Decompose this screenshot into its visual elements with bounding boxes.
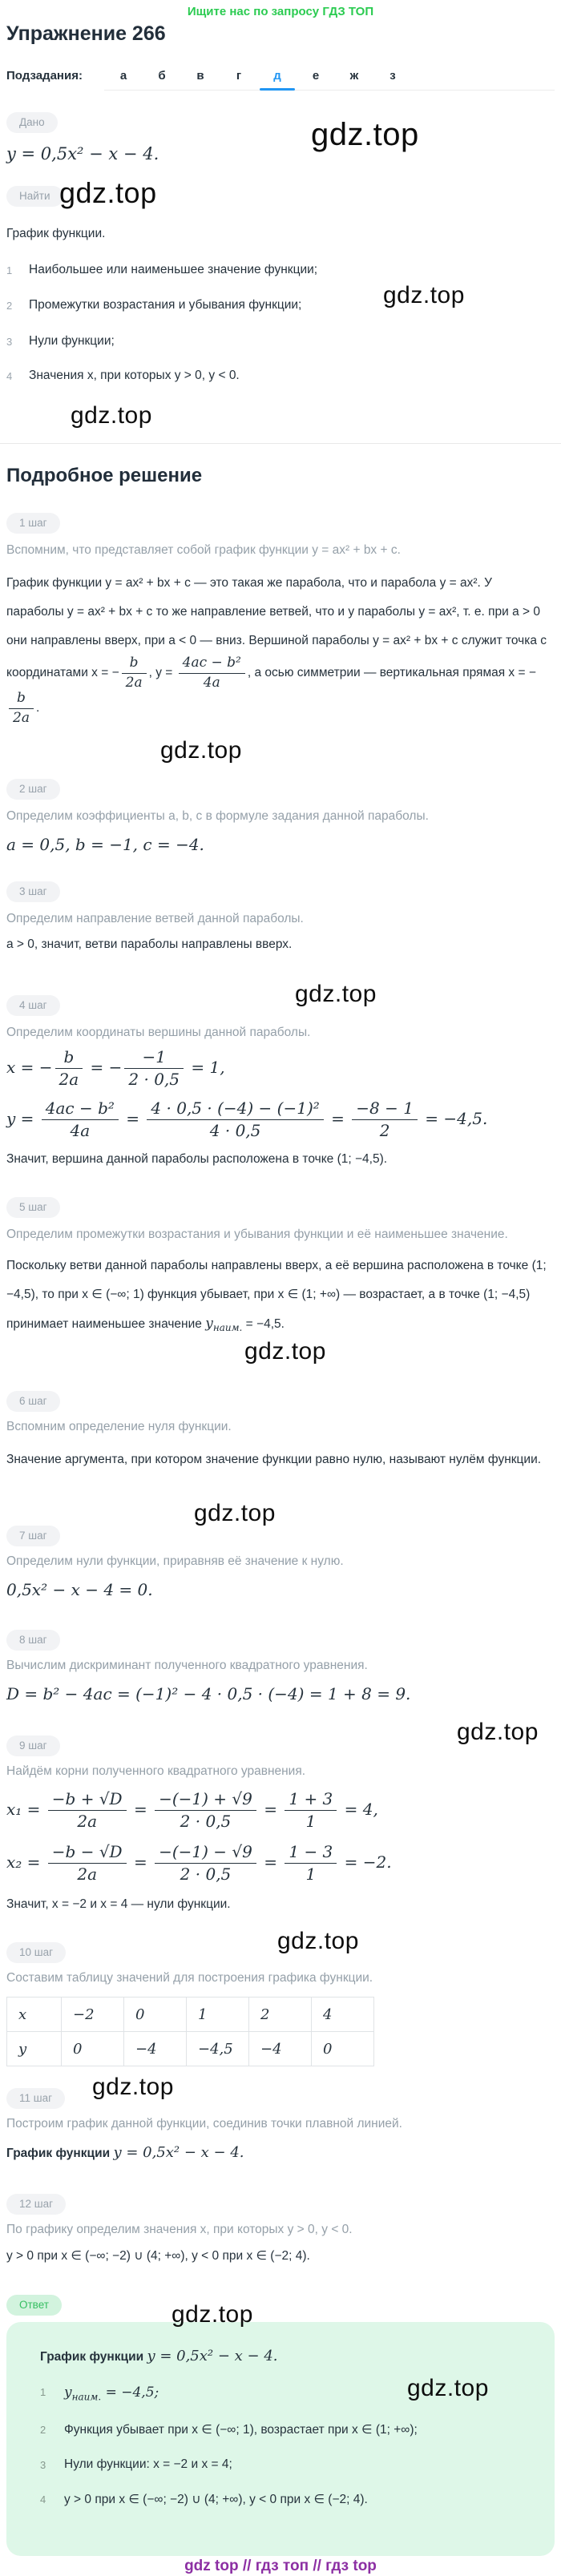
step-badge: 5 шаг: [6, 1197, 60, 1218]
fraction: [285, 1790, 337, 1831]
table-cell: x: [7, 1998, 62, 2032]
fraction-numerator: b: [9, 691, 34, 709]
find-intro: График функции.: [6, 227, 106, 240]
table-cell: y: [7, 2032, 62, 2066]
fraction-numerator: −(−1) + √9: [155, 1790, 256, 1811]
table-cell: −4: [124, 2032, 187, 2066]
answer-item: [40, 2492, 535, 2507]
step-badge: 3 шаг: [6, 881, 60, 902]
values-table: [6, 1997, 374, 2066]
list-number: 1: [6, 264, 13, 276]
fraction-numerator: −8 − 1: [352, 1099, 418, 1120]
table-cell: −2: [62, 1998, 124, 2032]
step-intro: Определим направление ветвей данной параболы.: [6, 912, 304, 925]
step-intro: По графику определим значения x, при которых y > 0, y < 0.: [6, 2223, 353, 2236]
find-item: [6, 298, 301, 312]
table-cell: 0: [312, 2032, 374, 2066]
fraction-numerator: −b + √D: [48, 1790, 127, 1811]
list-text: Значения x, при которых y > 0, y < 0.: [29, 369, 240, 382]
text-segment: = −4,5;: [101, 2385, 159, 2401]
table-cell: 2: [249, 1998, 312, 2032]
answer-text: y > 0 при x ∈ (−∞; −2) ∪ (4; +∞), y < 0 при x ∈ (−2; 4).: [64, 2493, 368, 2507]
find-item: [6, 263, 317, 277]
watermark: gdz.top: [277, 1928, 359, 1954]
step-intro: Построим график данной функции, соединив точки плавной линией.: [6, 2117, 402, 2131]
fraction-numerator: b: [122, 655, 147, 674]
step-badge: 11 шаг: [6, 2088, 65, 2109]
fraction-denominator: 2a: [125, 674, 143, 691]
fraction: [285, 1843, 337, 1884]
footer-links[interactable]: gdz top // гдз топ // гдз top: [184, 2558, 377, 2574]
list-number: 1: [40, 2386, 46, 2398]
text-segment: График функции y = ax² + bx + c — это такая же парабола, что и парабола y = ax². У параболы y = ax² + bx + c то же направление ветвей, что и у параболы y = ax², т. е. при a > 0 они направлены вверх, при a < 0 — вниз. Вершиной параболы y = ax² + bx + c служит точка с координатами x = −: [6, 576, 547, 680]
eq-segment: =: [325, 1109, 350, 1128]
step-badge: 1 шаг: [6, 513, 60, 534]
watermark: gdz.top: [457, 1719, 539, 1745]
roots-eq-x2: [6, 1843, 392, 1884]
fraction-numerator: −1: [124, 1048, 184, 1069]
formula-segment: y = 0,5x² − x − 4.: [113, 2144, 244, 2161]
tabs-underline: [104, 90, 555, 91]
fraction: [147, 1099, 323, 1140]
answer-text: Нули функции: x = −2 и x = 4;: [64, 2457, 232, 2472]
step-badge: 7 шаг: [6, 1526, 60, 1546]
step-badge: 10 шаг: [6, 1942, 66, 1963]
step-result: Значит, вершина данной параболы расположена в точке (1; −4,5).: [6, 1152, 388, 1166]
table-cell: 0: [62, 2032, 124, 2066]
tab-b[interactable]: б: [158, 69, 166, 83]
eq-segment: x = −: [6, 1058, 53, 1077]
step-intro: Определим нули функции, приравняв её значение к нулю.: [6, 1554, 344, 1568]
fraction-numerator: 4ac − b²: [42, 1099, 119, 1120]
eq-segment: =: [258, 1852, 283, 1872]
table-cell: −4,5: [187, 2032, 249, 2066]
watermark: gdz.top: [407, 2375, 489, 2401]
fraction: [48, 1843, 127, 1884]
fraction-numerator: −(−1) − √9: [155, 1843, 256, 1864]
eq-segment: =: [128, 1800, 153, 1819]
tab-a[interactable]: а: [119, 69, 127, 83]
list-text: Промежутки возрастания и убывания функции;: [29, 298, 302, 312]
math-var: y: [64, 2385, 72, 2401]
tab-e[interactable]: е: [312, 69, 320, 83]
fraction: [155, 1790, 256, 1831]
answer-intro: [40, 2348, 535, 2364]
find-badge: Найти: [6, 186, 63, 207]
page-title: Упражнение 266: [6, 22, 166, 45]
list-text: Нули функции;: [29, 334, 115, 348]
fraction-denominator: 2a: [59, 1070, 79, 1089]
watermark: gdz.top: [311, 117, 419, 152]
fraction-numerator: 4ac − b²: [179, 655, 245, 674]
list-number: 4: [6, 370, 13, 382]
find-item: [6, 334, 115, 349]
list-number: 2: [40, 2424, 46, 2437]
eq-segment: = −4,5.: [419, 1109, 488, 1128]
step-intro: Составим таблицу значений для построения графика функции.: [6, 1971, 373, 1985]
vertex-eq-y: [6, 1099, 487, 1140]
fraction-denominator: 2: [379, 1121, 390, 1140]
fraction-denominator: 2a: [77, 1864, 98, 1884]
fraction: [122, 655, 147, 691]
step-math: a = 0,5, b = −1, c = −4.: [6, 835, 204, 854]
list-text: Наибольшее или наименьшее значение функции;: [29, 263, 318, 276]
table-row: [7, 2032, 374, 2066]
watermark: gdz.top: [244, 1338, 326, 1365]
list-number: 4: [40, 2493, 46, 2506]
fraction-numerator: −b − √D: [48, 1843, 127, 1864]
table-row: [7, 1998, 374, 2032]
step-result: Значит, x = −2 и x = 4 — нули функции.: [6, 1897, 231, 1911]
fraction-denominator: 4a: [70, 1121, 91, 1140]
fraction: [9, 691, 34, 726]
fraction-denominator: 4 · 0,5: [209, 1121, 261, 1140]
list-number: 2: [6, 300, 13, 312]
given-formula: y = 0,5x² − x − 4.: [6, 144, 159, 163]
eq-segment: =: [128, 1852, 153, 1872]
eq-segment: =: [120, 1109, 145, 1128]
watermark: gdz.top: [172, 2301, 253, 2328]
text-segment: , y =: [148, 666, 176, 680]
step-badge: 12 шаг: [6, 2194, 66, 2215]
formula-segment: y = 0,5x² − x − 4.: [147, 2348, 278, 2364]
table-cell: 0: [124, 1998, 187, 2032]
answer-text: Функция убывает при x ∈ (−∞; 1), возрастает при x ∈ (1; +∞);: [64, 2423, 418, 2437]
answer-text: [64, 2385, 159, 2402]
solution-title: Подробное решение: [6, 465, 203, 486]
eq-segment: =: [258, 1800, 283, 1819]
step-badge: 8 шаг: [6, 1630, 60, 1651]
step-paragraph: [6, 569, 550, 726]
subscript: наим.: [212, 1322, 243, 1334]
fraction-denominator: 1: [305, 1812, 317, 1831]
text-segment: График функции: [6, 2147, 114, 2160]
watermark: gdz.top: [160, 737, 242, 764]
roots-eq-x1: [6, 1790, 378, 1831]
step-text: Значение аргумента, при котором значение функции равно нулю, называют нулём функции.: [6, 1453, 542, 1466]
watermark: gdz.top: [383, 282, 465, 308]
watermark: gdz.top: [59, 176, 157, 209]
step-text: [6, 2144, 244, 2161]
eq-segment: = 4,: [339, 1800, 378, 1819]
watermark: gdz.top: [295, 981, 377, 1007]
find-item: [6, 369, 240, 383]
fraction: [55, 1048, 83, 1089]
subscript: наим.: [71, 2391, 102, 2403]
math-var: y: [205, 1316, 213, 1332]
fraction-numerator: b: [55, 1048, 83, 1069]
promo-link[interactable]: Ищите нас по запросу ГДЗ ТОП: [187, 5, 374, 18]
step-intro: Вспомним определение нуля функции.: [6, 1420, 232, 1433]
tab-g[interactable]: г: [236, 69, 242, 83]
text-segment: , а осью симметрии — вертикальная прямая x = −: [247, 666, 536, 680]
fraction-denominator: 2a: [77, 1812, 98, 1831]
step-math: y > 0 при x ∈ (−∞; −2) ∪ (4; +∞), y < 0 при x ∈ (−2; 4).: [6, 2249, 310, 2263]
fraction-denominator: 2 · 0,5: [128, 1070, 180, 1089]
fraction-numerator: 1 − 3: [285, 1843, 337, 1864]
step-text: a > 0, значит, ветви параболы направлены вверх.: [6, 937, 293, 951]
fraction-numerator: 1 + 3: [285, 1790, 337, 1811]
text-segment: Поскольку ветви данной параболы направлены вверх, а её вершина расположена в точке (1; −4,5), то при x ∈ (−∞; 1) функция убывает, при x ∈ (1; +∞) — возрастает, а в точке (1; −4,5) принимает наименьшее значение: [6, 1259, 547, 1331]
step-badge: 9 шаг: [6, 1735, 60, 1756]
answer-item: [40, 2422, 535, 2437]
fraction: [179, 655, 245, 691]
table-cell: 1: [187, 1998, 249, 2032]
tab-d-active[interactable]: д: [273, 69, 281, 83]
section-divider: [0, 443, 561, 444]
tab-z[interactable]: з: [389, 69, 396, 83]
text-segment: = −4,5.: [242, 1317, 285, 1331]
table-cell: 4: [312, 1998, 374, 2032]
watermark: gdz.top: [71, 402, 152, 429]
fraction-denominator: 2 · 0,5: [180, 1812, 232, 1831]
step-intro: Определим промежутки возрастания и убывания функции и её наименьшее значение.: [6, 1228, 508, 1241]
step-math: D = b² − 4ac = (−1)² − 4 · 0,5 · (−4) = 1 + 8 = 9.: [6, 1684, 411, 1703]
text-segment: График функции: [40, 2350, 147, 2364]
eq-segment: = 1,: [186, 1058, 225, 1077]
fraction-denominator: 2 · 0,5: [180, 1864, 232, 1884]
step-intro: Найдём корни полученного квадратного уравнения.: [6, 1764, 306, 1778]
watermark: gdz.top: [92, 2074, 174, 2100]
list-number: 3: [40, 2459, 46, 2472]
eq-segment: = −: [85, 1058, 123, 1077]
eq-segment: = −2.: [339, 1852, 392, 1872]
given-badge: Дано: [6, 112, 58, 133]
tab-zh[interactable]: ж: [349, 69, 359, 83]
fraction: [48, 1790, 127, 1831]
answer-box: [6, 2322, 555, 2556]
eq-segment: y =: [6, 1109, 39, 1128]
fraction-denominator: 1: [305, 1864, 317, 1884]
step-math: 0,5x² − x − 4 = 0.: [6, 1580, 153, 1599]
vertex-eq-x: [6, 1048, 225, 1089]
table-cell: −4: [249, 2032, 312, 2066]
fraction: [155, 1843, 256, 1884]
subtasks-tabs: [6, 69, 412, 83]
step-paragraph: [6, 1252, 550, 1342]
step-badge: 4 шаг: [6, 995, 60, 1016]
step-intro: Вспомним, что представляет собой график функции y = ax² + bx + c.: [6, 543, 401, 557]
fraction: [124, 1048, 184, 1089]
answer-badge: Ответ: [6, 2295, 62, 2316]
fraction-denominator: 4a: [203, 674, 220, 691]
step-intro: Вычислим дискриминант полученного квадратного уравнения.: [6, 1659, 368, 1672]
step-badge: 6 шаг: [6, 1391, 60, 1412]
watermark: gdz.top: [194, 1500, 276, 1526]
eq-segment: x₁ =: [6, 1800, 46, 1819]
eq-segment: x₂ =: [6, 1852, 46, 1872]
fraction-numerator: 4 · 0,5 · (−4) − (−1)²: [147, 1099, 323, 1120]
step-intro: Определим координаты вершины данной параболы.: [6, 1026, 311, 1039]
answer-item: [40, 2457, 535, 2472]
text-segment: .: [35, 701, 40, 716]
fraction: [42, 1099, 119, 1140]
tab-v[interactable]: в: [196, 69, 204, 83]
step-intro: Определим коэффициенты a, b, c в формуле задания данной параболы.: [6, 809, 429, 823]
active-tab-indicator: [260, 88, 295, 91]
fraction: [352, 1099, 418, 1140]
list-number: 3: [6, 336, 13, 348]
subtasks-label: Подзадания:: [6, 69, 83, 83]
step-badge: 2 шаг: [6, 779, 60, 800]
fraction-denominator: 2a: [13, 709, 30, 726]
